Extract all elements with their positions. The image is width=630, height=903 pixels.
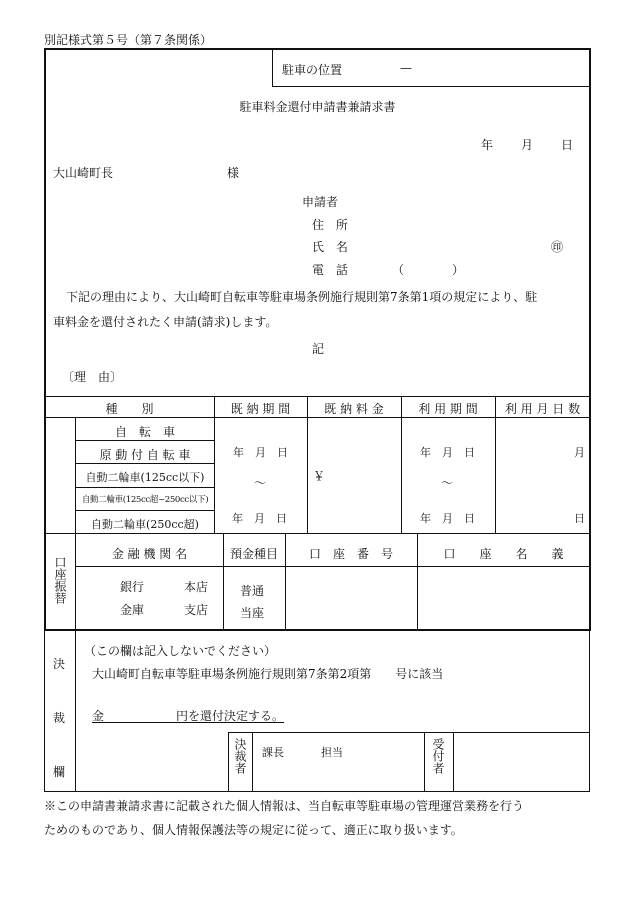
frame-top — [44, 48, 591, 50]
privacy-note-line1: ※この申請書兼請求書に記載された個人情報は、当自転車等駐車場の管理運営業務を行う — [44, 799, 525, 813]
type-moped: 原 動 付 自 転 車 — [99, 448, 191, 462]
frame-bottom — [44, 629, 591, 631]
applicant-heading: 申請者 — [302, 195, 339, 209]
bank-header-institution: 金 融 機 関 名 — [111, 547, 188, 561]
bank-type-bank: 銀行 — [120, 580, 145, 594]
deposit-type-checking: 当座 — [240, 606, 265, 620]
chief-label: 課長 — [262, 746, 284, 759]
fee-table-bottom — [44, 533, 590, 534]
use-period-start: 年 月 日 — [420, 446, 475, 459]
type-bicycle: 自 転 車 — [114, 425, 175, 439]
parking-location-label: 駐車の位置 — [282, 63, 343, 77]
bank-type-shinkin: 金庫 — [120, 603, 145, 617]
paid-period-end: 年 月 日 — [232, 512, 287, 525]
bank-header-bottom — [75, 566, 590, 567]
decision-note: （この欄は記入しないでください） — [84, 644, 277, 658]
addressee: 大山崎町長 — [53, 166, 114, 180]
date-day: 日 — [561, 138, 574, 152]
ki-label: 記 — [312, 342, 325, 356]
applicant-address-label: 住 所 — [312, 218, 352, 232]
seal-mark: ㊞ — [551, 240, 564, 254]
body-text-line2: 車料金を還付されたく申請(請求)します。 — [53, 315, 278, 329]
form-number-label: 別記様式第５号（第７条関係） — [44, 33, 213, 47]
reason-label: 〔理 由〕 — [62, 370, 123, 384]
bank-header-account-number: 口 座 番 号 — [308, 547, 393, 561]
decision-rule: 大山崎町自転車等駐車場条例施行規則第7条第2項第 号に該当 — [92, 667, 444, 681]
addressee-honorific: 様 — [227, 166, 240, 180]
decision-side-3: 欄 — [53, 765, 66, 779]
parking-box-bottom — [272, 86, 590, 87]
decision-side-2: 裁 — [53, 711, 66, 725]
use-period-end: 年 月 日 — [420, 512, 475, 525]
header-use-period: 利 用 期 間 — [418, 402, 478, 416]
type-motorcycle-over250: 自動二輪車(250cc超) — [91, 518, 199, 531]
use-period-tilde: ～ — [441, 476, 454, 490]
header-type: 種 別 — [105, 402, 154, 416]
in-charge-label: 担当 — [321, 746, 343, 759]
date-month: 月 — [521, 138, 534, 152]
phone-paren-close: ） — [452, 263, 465, 277]
header-paid-period: 既 納 期 間 — [230, 402, 291, 416]
fee-table-top — [44, 396, 590, 397]
header-paid-fee: 既 納 料 金 — [324, 402, 384, 416]
parking-location-dash: — — [400, 61, 412, 75]
body-text-line1: 下記の理由により、大山崎町自転車等駐車場条例施行規則第7条第1項の規定により、駐 — [66, 290, 538, 304]
privacy-note-line2: ためのものであり、個人情報保護法等の規定に従って、適正に取り扱います。 — [44, 823, 463, 837]
fee-table-header-bottom — [44, 417, 590, 418]
use-days-month: 月 — [574, 446, 585, 459]
form-title: 駐車料金還付申請書兼請求書 — [239, 100, 396, 114]
applicant-phone-label: 電 話 — [312, 263, 352, 277]
decision-amount: 金 円を還付決定する。 — [92, 709, 285, 723]
bank-transfer-side-label: 口座振替 — [53, 556, 67, 604]
use-days-day: 日 — [574, 512, 585, 525]
receiver-label: 受付者 — [431, 738, 445, 774]
type-motorcycle-250: 自動二輪車(125cc超~250cc以下) — [81, 495, 209, 505]
bank-branch-sub: 支店 — [184, 603, 209, 617]
header-use-days: 利 用 月 日 数 — [504, 402, 581, 416]
deposit-type-ordinary: 普通 — [240, 584, 265, 598]
frame-left — [44, 48, 46, 631]
approver-label: 決裁者 — [233, 738, 247, 774]
type-motorcycle-125: 自動二輪車(125cc以下) — [85, 471, 205, 484]
paid-period-tilde: ～ — [254, 476, 267, 490]
applicant-name-label: 氏 名 — [312, 240, 352, 254]
decision-side-1: 決 — [53, 657, 66, 671]
phone-paren-open: （ — [392, 263, 405, 277]
bank-header-deposit-type: 預金種目 — [229, 547, 278, 561]
parking-box-left — [272, 48, 273, 86]
bank-header-account-holder: 口 座 名 義 — [443, 547, 564, 561]
paid-fee-yen: ￥ — [313, 469, 326, 483]
decision-bottom — [44, 791, 590, 792]
bank-branch-main: 本店 — [184, 580, 209, 594]
frame-right — [589, 48, 591, 631]
paid-period-start: 年 月 日 — [233, 446, 288, 459]
date-year: 年 — [481, 138, 494, 152]
